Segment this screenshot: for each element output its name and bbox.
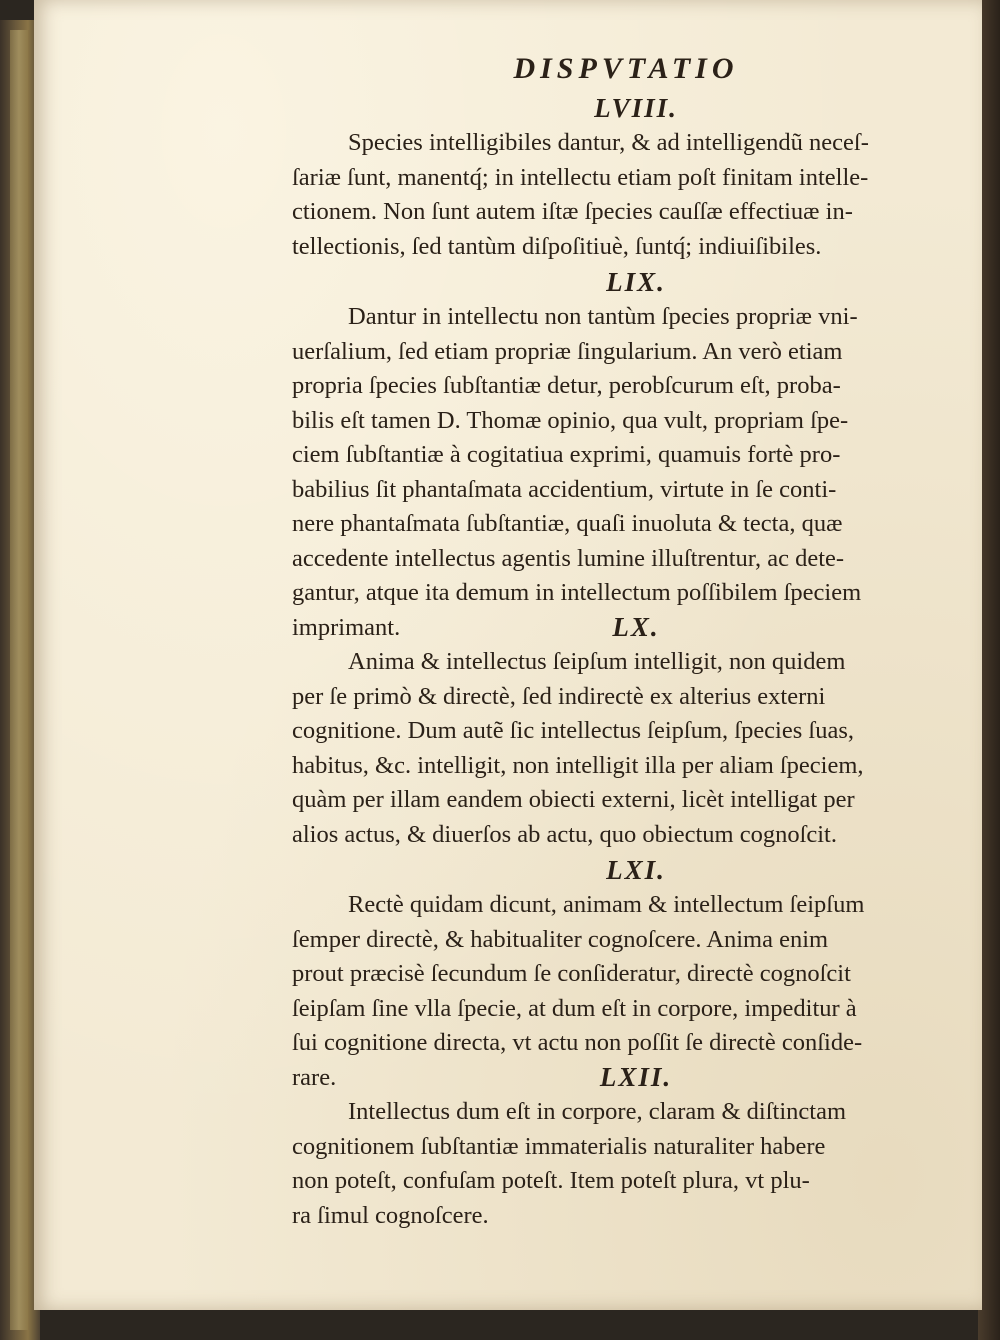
text-line: ciem ſubſtantiæ à cogitatiua exprimi, quamuis fortè pro-: [292, 441, 841, 468]
text-line: ra ſimul cognoſcere.: [292, 1201, 489, 1229]
section-number: LIX.: [606, 267, 666, 297]
text-line: Rectè quidam dicunt, animam & intellectum ſeipſum: [348, 891, 865, 918]
text-line: ſeipſam ſine vlla ſpecie, at dum eſt in corpore, impeditur à: [292, 994, 857, 1022]
section-paragraph: [256, 126, 976, 264]
text-line: non poteſt, confuſam poteſt. Item poteſt plura, vt plu-: [292, 1167, 810, 1194]
section-number: LX.: [612, 612, 660, 642]
text-line: gantur, atque ita demum in intellectum poſſibilem ſpeciem: [292, 579, 862, 606]
section-lxii: [256, 1059, 976, 1233]
text-block: [256, 52, 976, 1233]
text-line: nere phantaſmata ſubſtantiæ, quaſi inuoluta & tecta, quæ: [292, 510, 843, 537]
text-line: ctionem. Non ſunt autem iſtæ ſpecies cauſſæ effectiuæ in-: [292, 198, 853, 225]
text-line: uerſalium, ſed etiam propriæ ſingularium. An verò etiam: [292, 337, 843, 365]
text-line: rare.: [292, 1063, 337, 1091]
text-line: Anima & intellectus ſeipſum intelligit, non quidem: [348, 648, 846, 675]
text-line: ſemper directè, & habitualiter cognoſcere. Anima enim: [292, 925, 829, 953]
text-line: per ſe primò & directè, ſed indirectè ex alterius externi: [292, 682, 826, 710]
text-line: accedente intellectus agentis lumine illuſtrentur, ac dete-: [292, 544, 845, 572]
section-number: LXI.: [606, 855, 666, 885]
text-line: imprimant.: [292, 613, 401, 641]
book-page: [34, 0, 982, 1310]
section-number: LXII.: [599, 1062, 673, 1092]
text-line: ſui cognitione directa, vt actu non poſſit ſe directè conſide-: [292, 1029, 863, 1056]
section-paragraph: [256, 1095, 976, 1233]
text-line: tellectionis, ſed tantùm diſpoſitiuè, ſuntq́; indiuiſibiles.: [292, 232, 822, 260]
section-paragraph: [256, 645, 976, 852]
running-head: DISPVTATIO: [513, 52, 739, 85]
text-line: Dantur in intellectu non tantùm ſpecies propriæ vni-: [348, 303, 858, 330]
text-line: propria ſpecies ſubſtantiæ detur, perobſcurum eſt, proba-: [292, 372, 841, 399]
section-lx: [256, 609, 976, 852]
text-line: alios actus, & diuerſos ab actu, quo obiectum cognoſcit.: [292, 820, 837, 848]
section-paragraph: [256, 300, 976, 645]
binding-gilt-edge: [10, 30, 28, 1330]
text-line: ſariæ ſunt, manentq́; in intellectu etiam poſt finitam intelle-: [292, 163, 869, 191]
text-line: Species intelligibiles dantur, & ad intelligendũ neceſ-: [348, 129, 869, 156]
text-line: prout præcisè ſecundum ſe conſideratur, directè cognoſcit: [292, 960, 851, 987]
text-line: babilius ſit phantaſmata accidentium, virtute in ſe conti-: [292, 475, 837, 503]
text-line: Intellectus dum eſt in corpore, claram & diſtinctam: [348, 1098, 847, 1125]
text-line: cognitionem ſubſtantiæ immaterialis naturaliter habere: [292, 1132, 826, 1160]
section-lviii: [256, 90, 976, 264]
section-number: LVIII.: [594, 93, 678, 123]
text-line: quàm per illam eandem obiecti externi, licèt intelligat per: [292, 786, 855, 813]
text-line: bilis eſt tamen D. Thomæ opinio, qua vult, propriam ſpe-: [292, 406, 849, 434]
text-line: cognitione. Dum autẽ ſic intellectus ſeipſum, ſpecies ſuas,: [292, 717, 854, 744]
section-lix: [256, 264, 976, 645]
text-line: habitus, &c. intelligit, non intelligit illa per aliam ſpeciem,: [292, 751, 864, 779]
